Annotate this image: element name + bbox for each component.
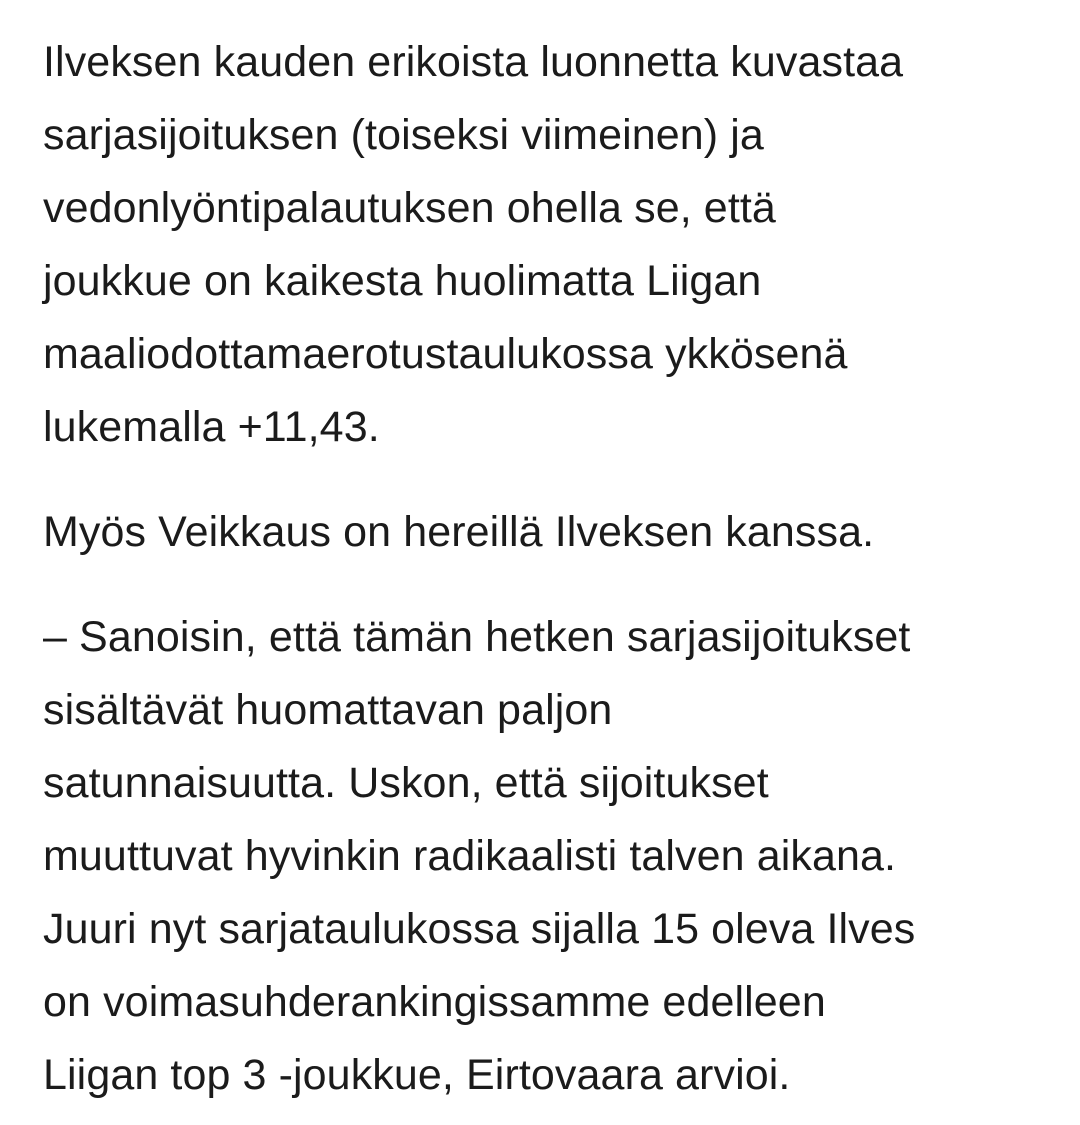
text-line: sarjasijoituksen (toiseksi viimeinen) ja — [43, 111, 764, 159]
text-line: Ilveksen kauden erikoista luonnetta kuvastaa — [43, 38, 904, 86]
paragraph-quote — [43, 601, 1053, 1112]
text-line: on voimasuhderankingissamme edelleen — [43, 978, 826, 1026]
text-line: satunnaisuutta. Uskon, että sijoitukset — [43, 759, 769, 807]
text-line: lukemalla +11,43. — [43, 403, 380, 451]
paragraph-ilves-season — [43, 26, 1053, 464]
text-line: Myös Veikkaus on hereillä Ilveksen kanssa. — [43, 508, 875, 556]
paragraph-veikkaus — [43, 496, 1053, 569]
text-line: muuttuvat hyvinkin radikaalisti talven aikana. — [43, 832, 897, 880]
text-line: maaliodottamaerotustaulukossa ykkösenä — [43, 330, 848, 378]
text-line: joukkue on kaikesta huolimatta Liigan — [43, 257, 762, 305]
text-line: Juuri nyt sarjataulukossa sijalla 15 oleva Ilves — [43, 905, 916, 953]
text-line: – Sanoisin, että tämän hetken sarjasijoitukset — [43, 613, 911, 661]
article-body — [43, 26, 1053, 1112]
text-line: vedonlyöntipalautuksen ohella se, että — [43, 184, 776, 232]
text-line: Liigan top 3 -joukkue, Eirtovaara arvioi. — [43, 1051, 791, 1099]
text-line: sisältävät huomattavan paljon — [43, 686, 613, 734]
